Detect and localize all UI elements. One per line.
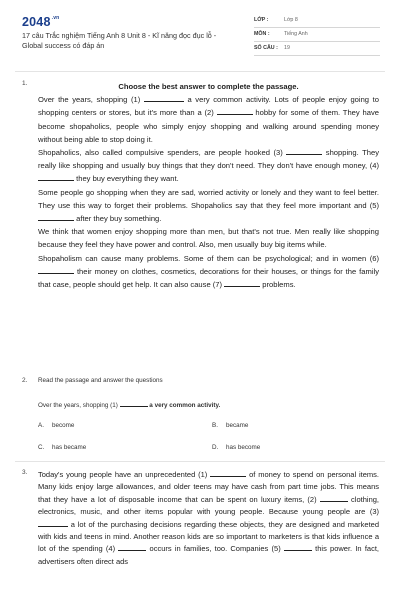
meta-class-row [254,14,380,28]
option-d[interactable]: D. has become [212,444,261,451]
meta-key: LỚP : [254,17,269,23]
meta-key: MÔN : [254,31,270,37]
option-b[interactable]: B. became [212,422,249,429]
answer-blank [210,469,246,477]
meta-value: Tiếng Anh [284,31,308,37]
meta-value: Lớp 8 [284,17,298,23]
answer-blank [38,213,74,221]
question-instruction: Read the passage and answer the questions [38,377,163,384]
divider [15,71,385,72]
answer-blank [38,173,74,181]
passage-paragraph-2: Shopaholics, also called compulsive spenders, are people hooked (3) shopping. They really like shopping and usually buy things that they don't need. They don't have enough money, (4) they buy everything they want. [38,148,379,184]
question-3-passage [38,469,379,568]
option-a[interactable]: A. become [38,422,75,429]
question-number: 1. [22,80,28,87]
site-logo[interactable] [22,15,59,29]
answer-blank [284,543,312,551]
meta-key: SỐ CÂU : [254,45,278,51]
answer-blank [224,279,260,287]
answer-blank [320,494,348,502]
answer-blank [144,94,184,102]
logo-suffix: .vn [51,15,60,21]
question-number: 2. [22,377,28,384]
answer-blank [38,266,74,274]
answer-blank [118,543,146,551]
answer-blank [286,147,322,155]
answer-blank [120,399,148,407]
meta-count-row [254,42,380,56]
passage-paragraph-4: We think that women enjoy shopping more than men, but that's not true. Men really like shopping because they feel they have power and control. Also, men usually buy big items while. [38,227,379,250]
logo-text: 2048 [22,15,51,29]
option-c[interactable]: C. has became [38,444,87,451]
answer-blank [38,519,68,527]
question-stem: Over the years, shopping (1) a very common activity. [38,399,220,409]
question-1-passage [38,80,379,291]
meta-value: 19 [284,45,290,51]
passage-paragraph-5: Shopaholism can cause many problems. Some of them can be psychological; and in women (6) their money on clothes, cosmetics, decorations for their houses, or things for the family that case, people should get help. It can also cause (7) problems. [38,253,379,290]
answer-blank [217,107,253,115]
meta-subject-row [254,28,380,42]
passage-paragraph-3: Some people go shopping when they are sad, worried activity or lonely and they want to feel better. They use this way to forget their problems. Shopaholics say that they feel more important and (5) after they buy something. [38,187,379,224]
passage-paragraph-1: Over the years, shopping (1) a very common activity. Lots of people enjoy going to shopping centers or stores, but it's more than a (2) hobby for some of them. They have become shopaholics, people who simply enjoy shopping and walking around spending money without being able to stop doing it. [38,95,379,144]
divider [15,461,385,462]
question-number: 3. [22,469,28,476]
passage-heading: Choose the best answer to complete the passage. [118,82,299,91]
passage-paragraph: Today's young people have an unprecedented (1) of money to spend on personal items. Many kids enjoy large allowances, and older teens may have cash from part time jobs. This means that they have a lot of disposable income that can be spent on luxury items, (2) clothing, electronics, music, and other items popular with young people. Because young people are (3) a lot of the purchasing decisions regarding these objects, they are designed and marketed with kids and teens in mind. Another reason kids are so important to marketers is that kids influence a lot of the spending (4) occurs in families, too. Companies (5) this power. In fact, advertisers often direct ads [38,470,379,566]
page-header [0,0,400,64]
document-title: 17 câu Trắc nghiệm Tiếng Anh 8 Unit 8 - Kĩ năng đọc đục lỗ - Global success có đáp án [22,31,217,50]
